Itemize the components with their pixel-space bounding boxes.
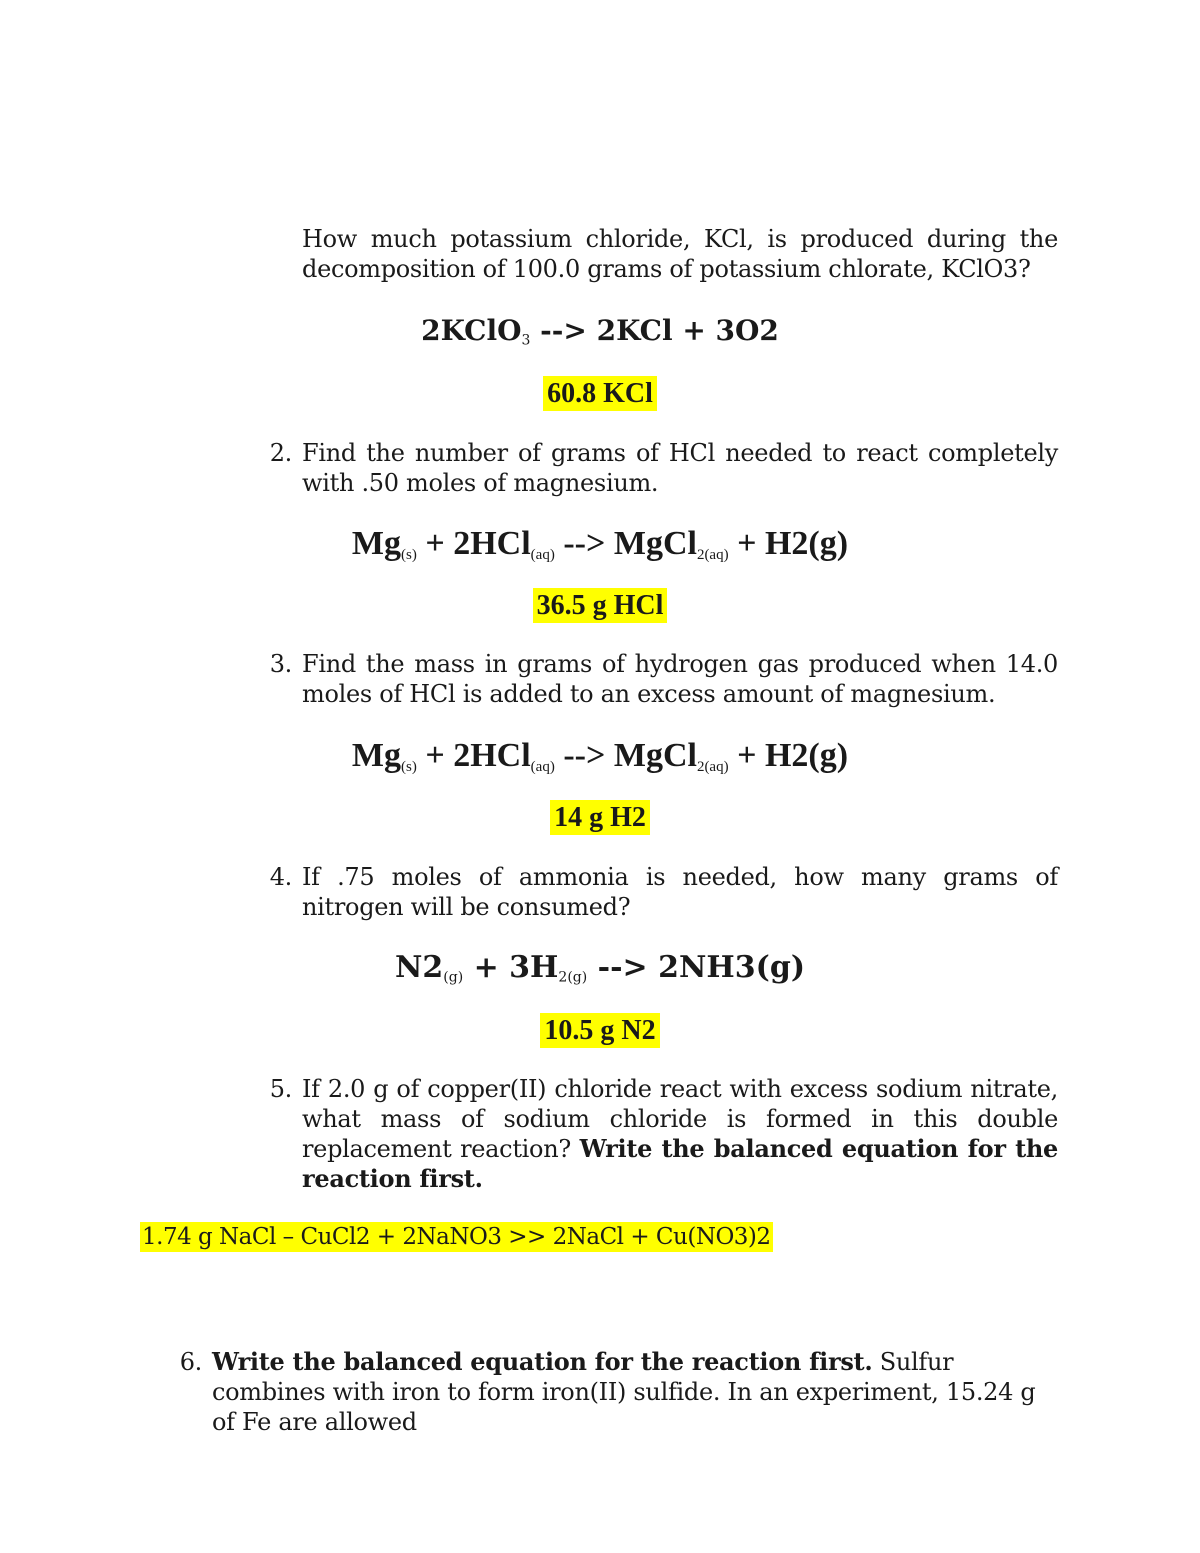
question-3-number: 3. [269, 650, 292, 678]
equation-3-part: Mg [351, 737, 402, 774]
equation-1 [0, 314, 1200, 348]
answer-5-highlight: 1.74 g NaCl – CuCl2 + 2NaNO3 >> 2NaCl + Cu(NO3)2 [142, 1224, 771, 1250]
equation-3 [0, 737, 1200, 776]
equation-2-part: Mg [351, 525, 402, 562]
equation-3-part: + 2HCl [416, 737, 531, 774]
equation-2-subscript: (aq) [530, 546, 555, 563]
equation-3-subscript: (aq) [530, 758, 555, 775]
answer-2 [0, 590, 1200, 622]
equation-4-subscript: 2(g) [558, 969, 588, 986]
answer-3 [0, 802, 1200, 834]
equation-2-part: + H2(g) [728, 525, 849, 562]
answer-4 [0, 1015, 1200, 1047]
question-5-number: 5. [269, 1075, 292, 1103]
question-3-text: Find the mass in grams of hydrogen gas produced when 14.0 moles of HCl is added to an excess amount of magnesium. [302, 650, 1058, 708]
answer-1 [0, 378, 1200, 410]
equation-1-part: --> 2KCl + 3O2 [530, 314, 779, 347]
equation-2-subscript: 2(aq) [696, 546, 729, 563]
question-5-text [302, 1074, 1058, 1194]
equation-2 [0, 525, 1200, 564]
answer-4-highlight: 10.5 g N2 [540, 1013, 659, 1048]
question-4-text: If .75 moles of ammonia is needed, how many grams of nitrogen will be consumed? [302, 863, 1058, 921]
question-6-instruction: Write the balanced equation for the reaction first. [212, 1347, 873, 1376]
equation-4-part: + 3H [463, 950, 559, 985]
question-6-text [212, 1347, 1052, 1437]
question-6-number: 6. [179, 1348, 202, 1376]
equation-3-part: --> MgCl [554, 737, 697, 774]
equation-4-subscript: (g) [443, 969, 464, 986]
question-5-prompt: If 2.0 g of copper(II) chloride react with excess sodium nitrate, what mass of sodium chloride is formed in this double replacement reaction? [302, 1075, 1058, 1163]
question-4-number: 4. [269, 863, 292, 891]
equation-4-part: --> 2NH3(g) [587, 950, 806, 985]
question-2-text: Find the number of grams of HCl needed to react completely with .50 moles of magnesium. [302, 439, 1058, 497]
equation-3-part: + H2(g) [728, 737, 849, 774]
question-1-text: How much potassium chloride, KCl, is produced during the decomposition of 100.0 grams of potassium chlorate, KClO3? [302, 225, 1058, 283]
equation-2-subscript: (s) [401, 546, 417, 563]
equation-2-part: --> MgCl [554, 525, 697, 562]
equation-1-part: 2KClO [421, 314, 522, 347]
answer-3-highlight: 14 g H2 [550, 800, 650, 835]
answer-2-highlight: 36.5 g HCl [533, 588, 668, 623]
equation-4-part: N2 [394, 950, 444, 985]
question-2-number: 2. [269, 439, 292, 467]
question-6-prompt: Sulfur combines with iron to form iron(II) sulfide. In an experiment, 15.24 g of Fe are allowed [212, 1348, 1036, 1436]
equation-4 [0, 950, 1200, 985]
equation-3-subscript: 2(aq) [696, 758, 729, 775]
equation-2-part: + 2HCl [416, 525, 531, 562]
answer-1-highlight: 60.8 KCl [543, 376, 657, 411]
equation-1-subscript: 3 [521, 332, 531, 349]
question-5-instruction: Write the balanced equation for the reaction first. [302, 1134, 1058, 1193]
equation-3-subscript: (s) [401, 758, 417, 775]
